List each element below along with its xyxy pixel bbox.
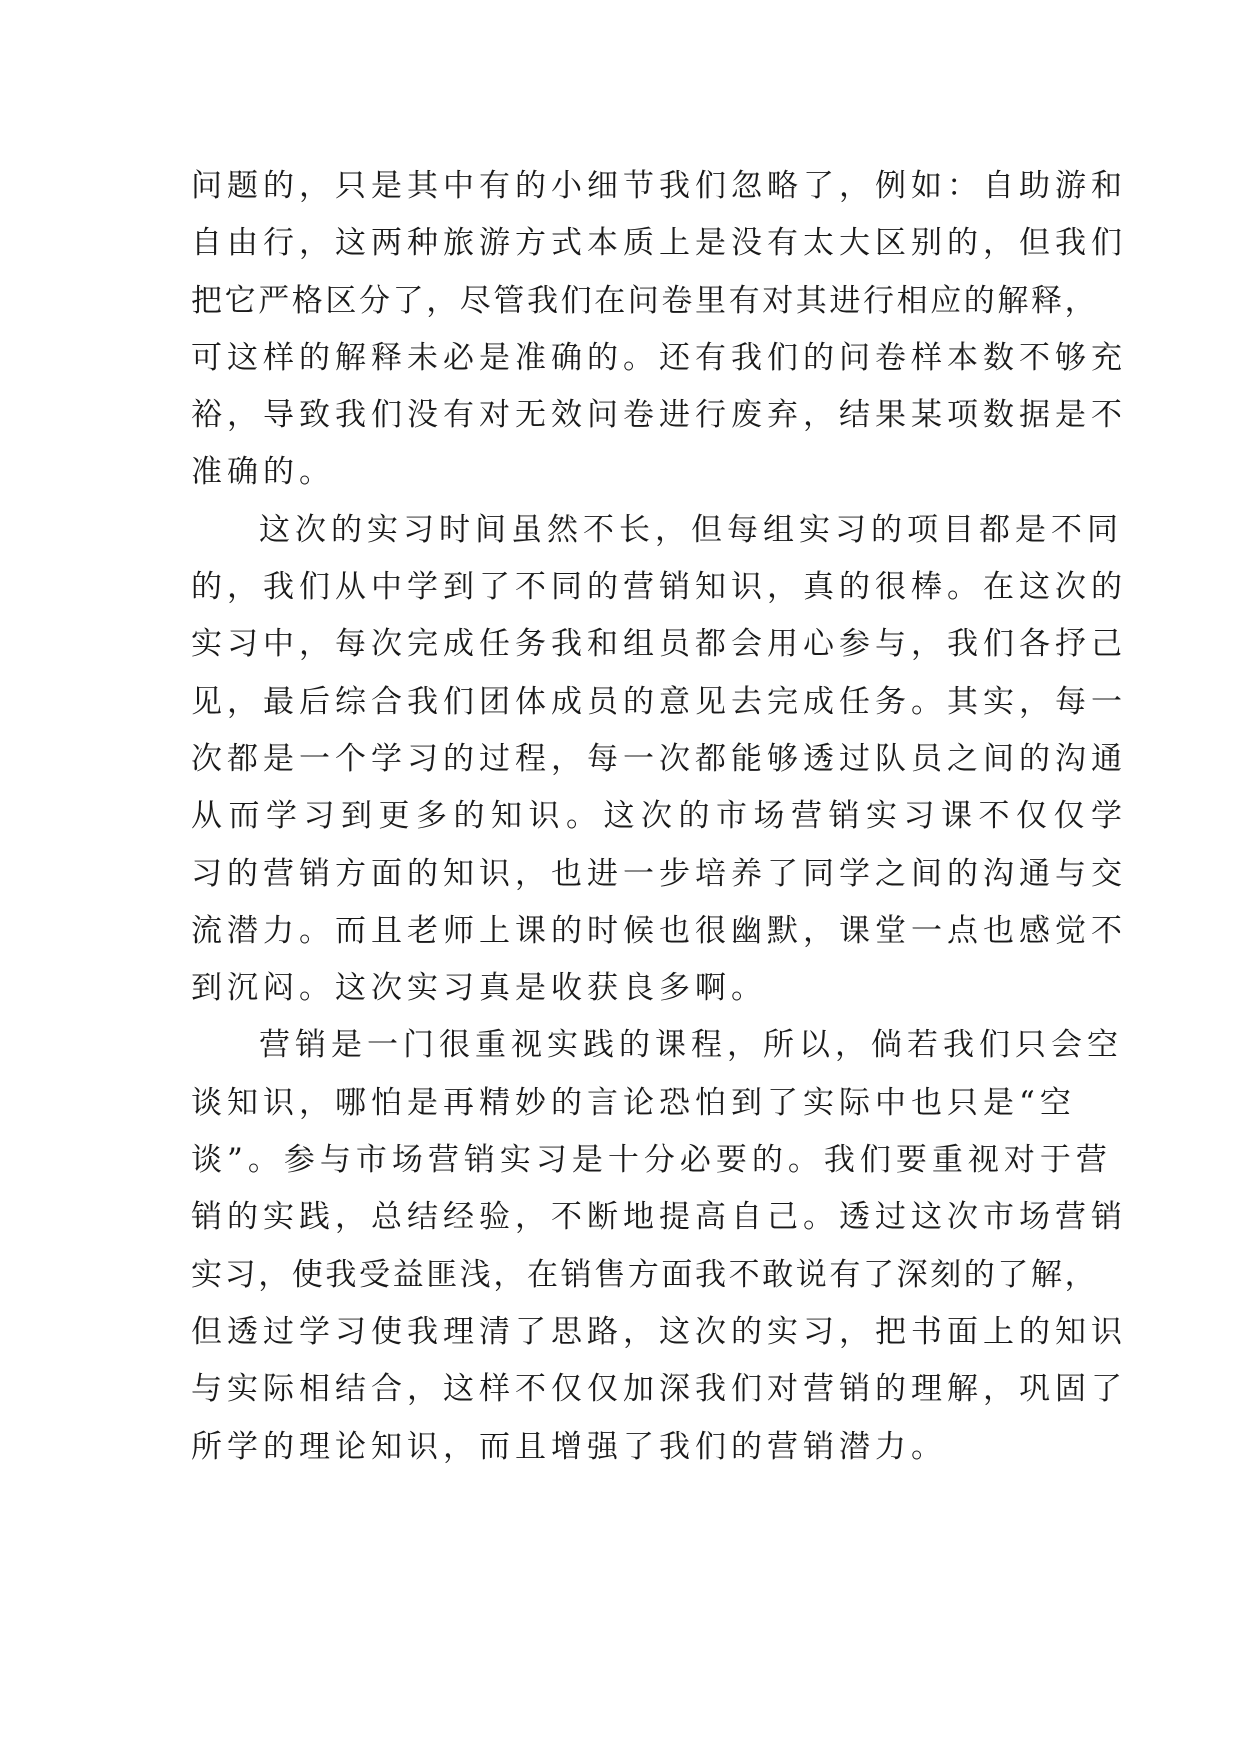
text-line: 谈知识，哪怕是再精妙的言论恐怕到了实际中也只是“空 — [191, 1084, 1076, 1121]
text-line: 次都是一个学习的过程，每一次都能够透过队员之间的沟通 — [191, 740, 1127, 777]
text-line: 见，最后综合我们团体成员的意见去完成任务。其实，每一 — [191, 683, 1127, 720]
text-line: 与实际相结合，这样不仅仅加深我们对营销的理解，巩固了 — [191, 1371, 1127, 1408]
text-line: 这次的实习时间虽然不长，但每组实习的项目都是不同 — [259, 511, 1123, 548]
paragraph-1 — [191, 158, 1127, 502]
document-body — [191, 158, 1129, 1476]
paragraph-2 — [191, 502, 1129, 1018]
text-line: 流潜力。而且老师上课的时候也很幽默，课堂一点也感觉不 — [191, 912, 1127, 949]
text-line: 营销是一门很重视实践的课程，所以，倘若我们只会空 — [259, 1027, 1123, 1064]
text-line: 谈”。参与市场营销实习是十分必要的。我们要重视对于营 — [191, 1142, 1112, 1179]
text-line: 习的营销方面的知识，也进一步培养了同学之间的沟通与交 — [191, 855, 1127, 892]
text-line: 但透过学习使我理清了思路，这次的实习，把书面上的知识 — [191, 1313, 1127, 1350]
text-line: 实习，使我受益匪浅，在销售方面我不敢说有了深刻的了解， — [191, 1256, 1099, 1293]
paragraph-3 — [191, 1017, 1127, 1475]
text-line: 实习中，每次完成任务我和组员都会用心参与，我们各抒己 — [191, 626, 1127, 663]
text-line: 从而学习到更多的知识。这次的市场营销实习课不仅仅学 — [191, 798, 1129, 835]
text-line: 问题的，只是其中有的小细节我们忽略了，例如：自助游和 — [191, 168, 1127, 204]
text-line: 可这样的解释未必是准确的。还有我们的问卷样本数不够充 — [191, 339, 1127, 376]
text-line: 的，我们从中学到了不同的营销知识，真的很棒。在这次的 — [191, 569, 1127, 606]
text-line: 销的实践，总结经验，不断地提高自己。透过这次市场营销 — [191, 1199, 1127, 1236]
text-line: 准确的。 — [191, 454, 335, 491]
text-line: 裕，导致我们没有对无效问卷进行废弃，结果某项数据是不 — [191, 397, 1127, 434]
text-line: 所学的理论知识，而且增强了我们的营销潜力。 — [191, 1428, 947, 1465]
text-line: 到沉闷。这次实习真是收获良多啊。 — [191, 970, 767, 1007]
text-line: 自由行，这两种旅游方式本质上是没有太大区别的，但我们 — [191, 225, 1127, 262]
text-line: 把它严格区分了，尽管我们在问卷里有对其进行相应的解释， — [191, 282, 1099, 319]
